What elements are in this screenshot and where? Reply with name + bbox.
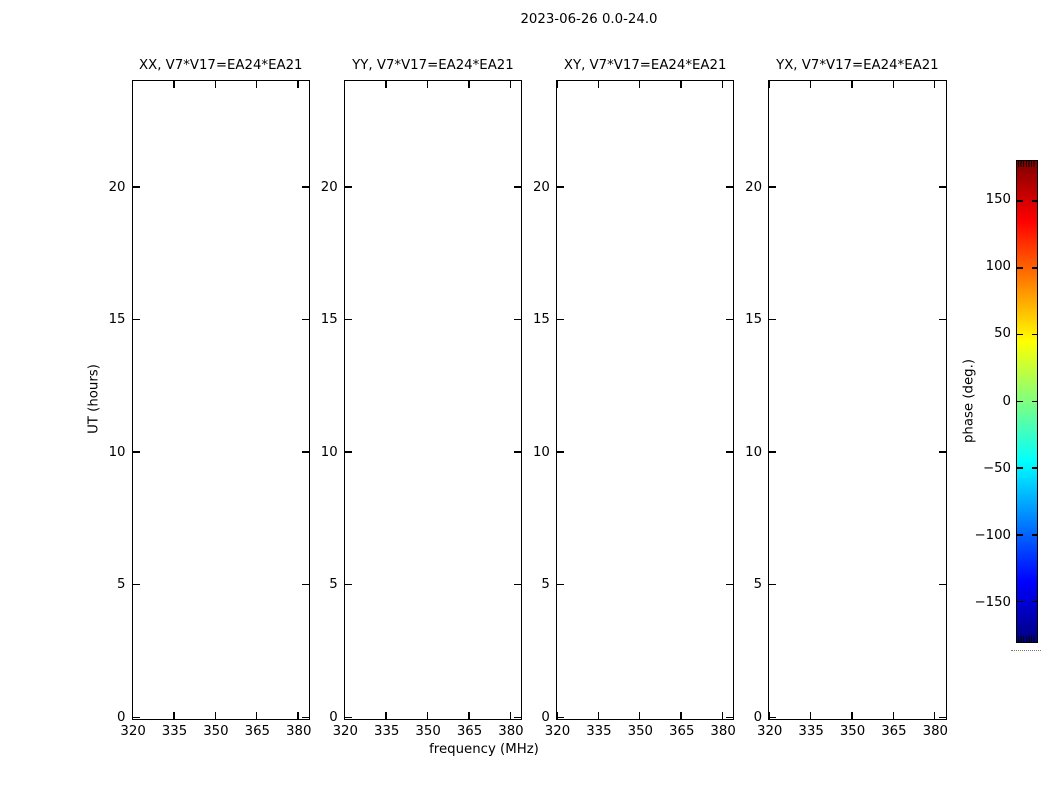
left-y-tick — [557, 319, 564, 320]
figure-title: 2023-06-26 0.0-24.0 — [520, 12, 658, 27]
y-tick-label: 0 — [329, 709, 338, 725]
colorbar-tick — [1032, 200, 1038, 202]
x-tick-label: 320 — [332, 724, 358, 739]
colorbar-tick — [1017, 334, 1023, 336]
y-tick-label: 20 — [745, 179, 763, 195]
top-x-tick — [722, 81, 723, 88]
left-y-tick — [557, 186, 564, 187]
y-tick-label: 15 — [320, 312, 338, 328]
colorbar-tick — [1032, 534, 1038, 536]
y-tick-label: 10 — [745, 444, 763, 460]
top-x-tick — [215, 81, 216, 88]
left-y-tick — [769, 717, 776, 718]
x-tick-label: 365 — [456, 724, 483, 739]
y-tick-label: 15 — [745, 312, 763, 328]
y-tick-label: 10 — [532, 444, 550, 460]
top-x-tick — [468, 81, 469, 88]
left-y-tick — [133, 717, 140, 718]
left-y-tick — [133, 319, 140, 320]
colorbar-dotted-line — [1011, 650, 1041, 651]
y-tick-label: 0 — [117, 709, 126, 725]
bottom-x-tick — [680, 712, 681, 719]
x-tick-label: 335 — [161, 724, 188, 739]
bottom-x-tick — [810, 712, 811, 719]
top-x-tick — [851, 81, 852, 88]
left-y-tick — [769, 584, 776, 585]
colorbar-top-comb — [1018, 161, 1036, 167]
top-x-tick — [510, 81, 511, 88]
y-tick-label: 20 — [532, 179, 550, 195]
colorbar-tick — [1017, 467, 1023, 469]
top-x-tick — [132, 81, 133, 88]
colorbar-tick — [1017, 401, 1023, 403]
colorbar-tick-label: −50 — [982, 460, 1011, 476]
bottom-x-tick — [851, 712, 852, 719]
colorbar-tick — [1032, 401, 1038, 403]
top-x-tick — [893, 81, 894, 88]
colorbar-tick — [1032, 601, 1038, 603]
right-y-tick — [939, 717, 946, 718]
y-tick-label: 0 — [753, 709, 763, 725]
bottom-x-tick — [934, 712, 935, 719]
y-axis-label: UT (hours) — [86, 364, 102, 434]
x-tick-label: 320 — [120, 724, 146, 739]
x-tick-label: 320 — [756, 724, 783, 739]
colorbar-tick — [1017, 601, 1023, 603]
y-tick-label: 10 — [108, 444, 126, 460]
colorbar-tick-label: −100 — [974, 527, 1011, 543]
top-x-tick — [297, 81, 298, 88]
panel-yx — [768, 58, 947, 720]
top-x-tick — [680, 81, 681, 88]
panel-xx — [132, 58, 311, 720]
bottom-x-tick — [385, 712, 386, 719]
x-axis-label: frequency (MHz) — [429, 742, 539, 757]
right-y-tick — [939, 451, 946, 452]
y-tick-label: 15 — [108, 312, 126, 328]
left-y-tick — [769, 451, 776, 452]
panel-title-yy: YY, V7*V17=EA24*EA21 — [352, 58, 514, 73]
bottom-x-tick — [639, 712, 640, 719]
panel-xy — [556, 58, 735, 720]
right-y-tick — [939, 319, 946, 320]
colorbar-tick — [1032, 334, 1038, 336]
top-x-tick — [768, 81, 769, 88]
left-y-tick — [557, 717, 564, 718]
top-x-tick — [934, 81, 935, 88]
colorbar-tick-label: 100 — [985, 259, 1011, 275]
y-tick-label: 0 — [541, 709, 550, 725]
y-tick-label: 5 — [329, 577, 338, 593]
colorbar-tick — [1017, 267, 1023, 269]
bottom-x-tick — [893, 712, 894, 719]
left-y-tick — [133, 451, 140, 452]
top-x-tick — [385, 81, 386, 88]
colorbar-tick — [1017, 534, 1023, 536]
colorbar-bottom-comb — [1018, 636, 1036, 642]
bottom-x-tick — [468, 712, 469, 719]
colorbar-tick — [1017, 200, 1023, 202]
top-x-tick — [344, 81, 345, 88]
x-tick-label: 380 — [710, 724, 736, 739]
x-tick-label: 350 — [627, 724, 654, 739]
bottom-x-tick — [215, 712, 216, 719]
x-tick-label: 320 — [544, 724, 571, 739]
colorbar-tick-label: 50 — [994, 326, 1011, 342]
left-y-tick — [557, 451, 564, 452]
x-tick-label: 365 — [881, 724, 907, 739]
y-tick-label: 10 — [320, 444, 338, 460]
y-tick-label: 5 — [541, 577, 550, 593]
top-x-tick — [173, 81, 174, 88]
left-y-tick — [345, 319, 352, 320]
x-tick-label: 380 — [498, 724, 524, 739]
panel-yy — [344, 58, 523, 720]
x-tick-label: 350 — [839, 724, 866, 739]
x-tick-label: 365 — [669, 724, 695, 739]
x-tick-label: 380 — [922, 724, 949, 739]
y-tick-label: 20 — [320, 179, 338, 195]
bottom-x-tick — [256, 712, 257, 719]
left-y-tick — [345, 186, 352, 187]
top-x-tick — [639, 81, 640, 88]
top-x-tick — [598, 81, 599, 88]
left-y-tick — [769, 319, 776, 320]
left-y-tick — [133, 186, 140, 187]
left-y-tick — [133, 584, 140, 585]
left-y-tick — [769, 186, 776, 187]
left-y-tick — [345, 584, 352, 585]
colorbar-label: phase (deg.) — [961, 358, 977, 444]
x-tick-label: 335 — [798, 724, 824, 739]
colorbar-tick-label: −150 — [974, 594, 1011, 610]
bottom-x-tick — [598, 712, 599, 719]
x-tick-label: 335 — [374, 724, 400, 739]
colorbar-tick — [1032, 467, 1038, 469]
x-tick-label: 350 — [203, 724, 229, 739]
y-tick-label: 5 — [117, 577, 126, 593]
bottom-x-tick — [427, 712, 428, 719]
panel-title-xx: XX, V7*V17=EA24*EA21 — [138, 58, 303, 73]
top-x-tick — [427, 81, 428, 88]
panel-title-yx: YX, V7*V17=EA24*EA21 — [776, 58, 939, 73]
top-x-tick — [810, 81, 811, 88]
y-tick-label: 15 — [532, 312, 550, 328]
x-tick-label: 350 — [415, 724, 441, 739]
y-tick-label: 5 — [753, 577, 763, 593]
top-x-tick — [556, 81, 557, 88]
colorbar-tick — [1032, 267, 1038, 269]
colorbar-tick-label: 0 — [1002, 393, 1011, 409]
right-y-tick — [939, 584, 946, 585]
x-tick-label: 380 — [286, 724, 312, 739]
y-tick-label: 20 — [108, 179, 126, 195]
bottom-x-tick — [173, 712, 174, 719]
x-tick-label: 365 — [244, 724, 271, 739]
left-y-tick — [345, 717, 352, 718]
colorbar-tick-label: 150 — [985, 192, 1011, 208]
left-y-tick — [345, 451, 352, 452]
panel-title-xy: XY, V7*V17=EA24*EA21 — [563, 58, 727, 73]
colorbar — [1016, 160, 1038, 643]
top-x-tick — [256, 81, 257, 88]
x-tick-label: 335 — [586, 724, 612, 739]
right-y-tick — [939, 186, 946, 187]
left-y-tick — [557, 584, 564, 585]
